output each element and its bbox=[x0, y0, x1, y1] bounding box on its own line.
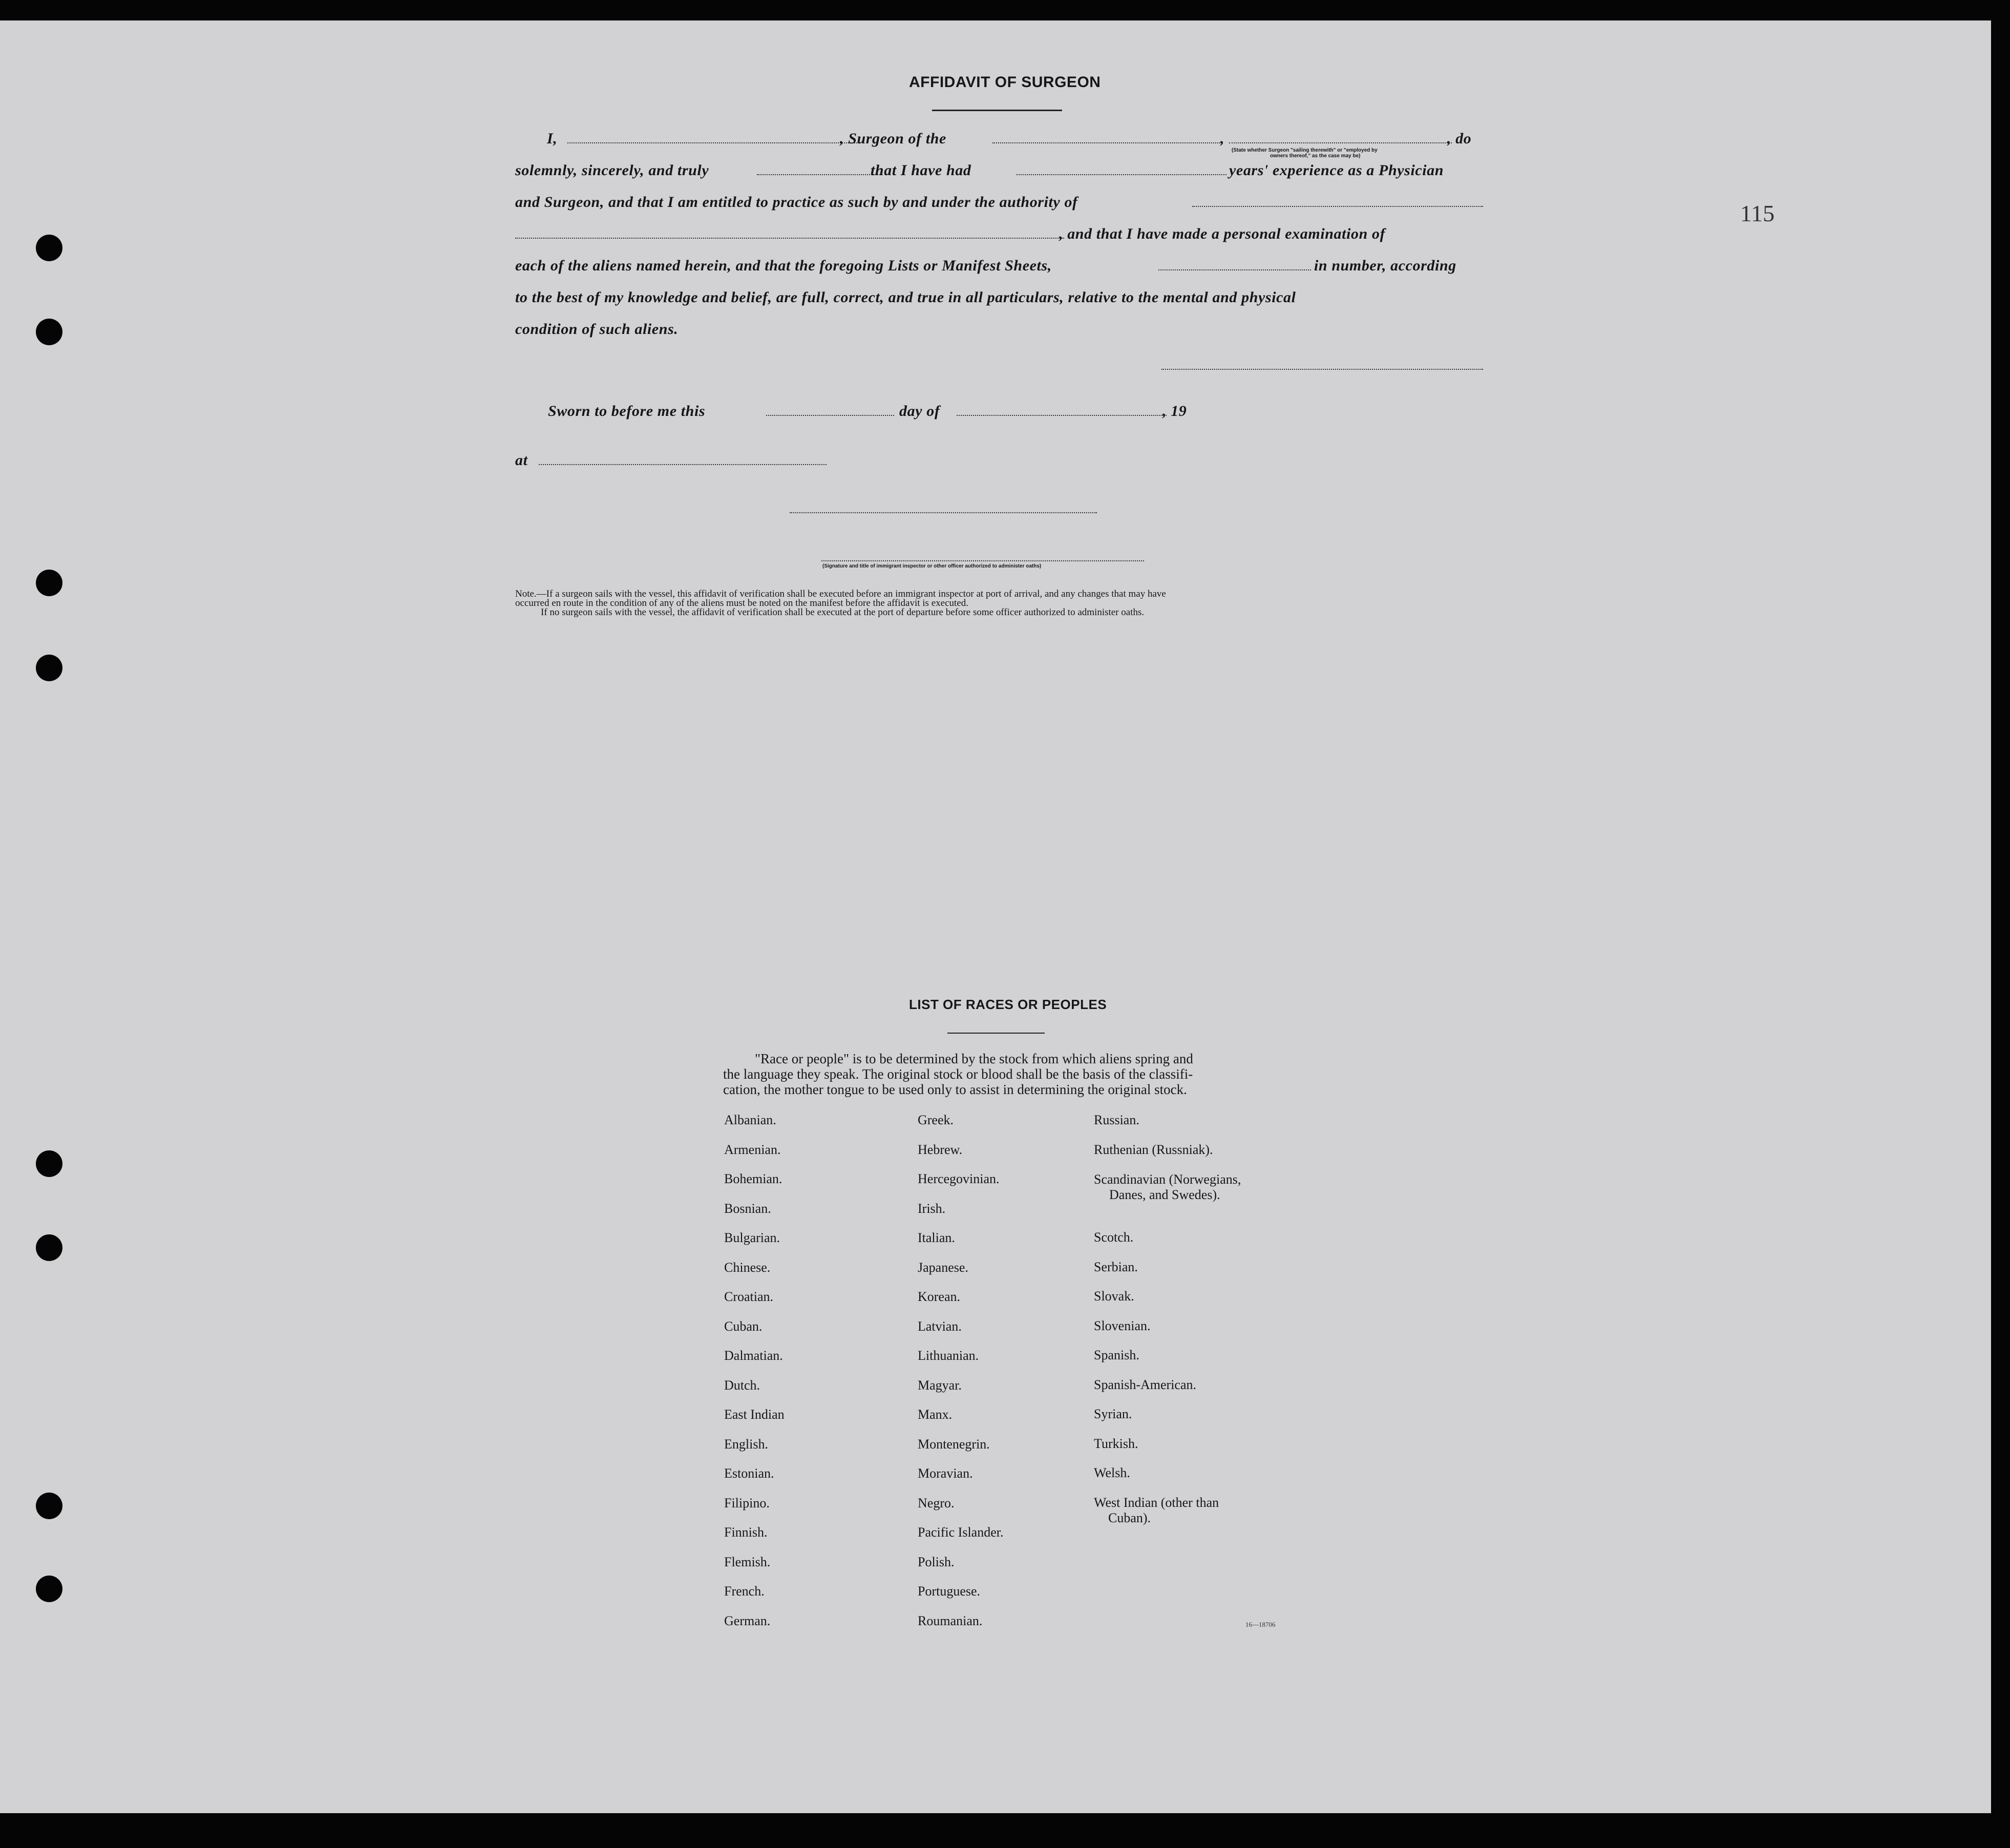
race-item: Croatian. bbox=[724, 1289, 774, 1304]
punch-hole bbox=[36, 235, 62, 261]
affidavit-line2-start: solemnly, sincerely, and truly bbox=[515, 162, 709, 179]
blank-sheet-count bbox=[1158, 269, 1311, 270]
race-item: Danes, and Swedes). bbox=[1109, 1187, 1220, 1202]
punch-hole bbox=[36, 1576, 62, 1602]
race-item: Portuguese. bbox=[918, 1584, 981, 1599]
race-item: Bohemian. bbox=[724, 1171, 782, 1186]
affidavit-line5-end: in number, according bbox=[1314, 257, 1456, 274]
title-underline bbox=[932, 110, 1062, 111]
race-item: Spanish-American. bbox=[1094, 1377, 1197, 1392]
punch-hole bbox=[36, 1150, 62, 1177]
race-item: Slovenian. bbox=[1094, 1318, 1151, 1333]
race-item: Turkish. bbox=[1094, 1436, 1138, 1451]
race-item: Montenegrin. bbox=[918, 1437, 990, 1452]
race-item: Cuban). bbox=[1108, 1510, 1151, 1525]
note-line-2: occurred en route in the condition of any of the aliens must be noted on the manifest before the affidavit is executed. bbox=[515, 598, 968, 608]
race-item: Bosnian. bbox=[724, 1201, 771, 1216]
page-number: 115 bbox=[1740, 200, 1775, 226]
note-line-1: Note.—If a surgeon sails with the vessel, this affidavit of verification shall be executed before an immigrant inspector at port of arrival, and any changes that may have bbox=[515, 589, 1166, 599]
officer-title-line bbox=[821, 560, 1144, 561]
punch-hole bbox=[36, 1234, 62, 1261]
punch-hole bbox=[36, 655, 62, 681]
race-item: Pacific Islander. bbox=[918, 1525, 1004, 1540]
affidavit-line5-start: each of the aliens named herein, and that the foregoing Lists or Manifest Sheets, bbox=[515, 257, 1052, 274]
affidavit-line6: to the best of my knowledge and belief, are full, correct, and true in all particulars, relative to the mental and physical bbox=[515, 289, 1296, 306]
affidavit-line2-mid: that I have had bbox=[871, 162, 971, 179]
blank-surgeon-name bbox=[567, 142, 859, 143]
race-item: Italian. bbox=[918, 1230, 955, 1245]
race-item: Polish. bbox=[918, 1555, 955, 1569]
race-item: Manx. bbox=[918, 1407, 953, 1422]
punch-hole bbox=[36, 570, 62, 596]
race-item: Estonian. bbox=[724, 1466, 774, 1481]
race-item: Syrian. bbox=[1094, 1406, 1132, 1421]
race-item: Cuban. bbox=[724, 1319, 763, 1334]
race-item: Ruthenian (Russniak). bbox=[1094, 1142, 1213, 1157]
surgeon-status-note-1: (State whether Surgeon "sailing therewith" or "employed by bbox=[1232, 148, 1378, 153]
affidavit-line1-comma: , bbox=[1220, 130, 1225, 147]
race-item: Spanish. bbox=[1094, 1348, 1139, 1362]
blank-sworn-place bbox=[539, 464, 827, 465]
affidavit-line1-start: I, bbox=[547, 130, 558, 147]
race-item: Irish. bbox=[918, 1201, 946, 1216]
race-item: Armenian. bbox=[724, 1142, 781, 1157]
race-item: Hercegovinian. bbox=[918, 1171, 1000, 1186]
affidavit-line4: , and that I have made a personal examination of bbox=[1059, 225, 1386, 242]
race-item: Finnish. bbox=[724, 1525, 768, 1540]
punch-hole bbox=[36, 319, 62, 345]
races-title-underline bbox=[947, 1033, 1045, 1034]
race-item: Latvian. bbox=[918, 1319, 962, 1334]
affidavit-line1-mid: , Surgeon of the bbox=[840, 130, 946, 147]
race-item: Scotch. bbox=[1094, 1230, 1134, 1245]
race-item: Bulgarian. bbox=[724, 1230, 780, 1245]
race-item: Negro. bbox=[918, 1496, 955, 1510]
race-item: Serbian. bbox=[1094, 1259, 1138, 1274]
races-title: LIST OF RACES OR PEOPLES bbox=[909, 997, 1107, 1012]
race-item: Magyar. bbox=[918, 1378, 962, 1393]
affidavit-line7: condition of such aliens. bbox=[515, 321, 679, 338]
race-item: West Indian (other than bbox=[1094, 1495, 1219, 1510]
race-item: Welsh. bbox=[1094, 1465, 1130, 1480]
race-item: Flemish. bbox=[724, 1555, 771, 1569]
race-item: Korean. bbox=[918, 1289, 961, 1304]
race-item: Dutch. bbox=[724, 1378, 760, 1393]
race-item: German. bbox=[724, 1613, 771, 1628]
affidavit-title: AFFIDAVIT OF SURGEON bbox=[909, 74, 1101, 91]
affidavit-line3: and Surgeon, and that I am entitled to practice as such by and under the authority of bbox=[515, 194, 1078, 211]
sworn-start: Sworn to before me this bbox=[548, 403, 706, 419]
race-item: Chinese. bbox=[724, 1260, 771, 1275]
race-item: Dalmatian. bbox=[724, 1348, 783, 1363]
affidavit-line1-end: , do bbox=[1447, 130, 1472, 147]
race-item: East Indian bbox=[724, 1407, 785, 1422]
blank-sworn-month bbox=[957, 415, 1167, 416]
blank-years bbox=[1017, 174, 1226, 175]
sworn-end: , 19 bbox=[1162, 403, 1187, 419]
race-item: Moravian. bbox=[918, 1466, 973, 1481]
race-item: French. bbox=[724, 1584, 765, 1599]
races-intro-1: "Race or people" is to be determined by the stock from which aliens spring and bbox=[755, 1051, 1193, 1066]
race-item: English. bbox=[724, 1437, 768, 1452]
race-item: Lithuanian. bbox=[918, 1348, 979, 1363]
affidavit-line2-end: years' experience as a Physician bbox=[1229, 162, 1444, 179]
blank-swear-affirm bbox=[757, 174, 882, 175]
blank-surgeon-status bbox=[1229, 142, 1452, 143]
races-intro-2: the language they speak. The original stock or blood shall be the basis of the classifi- bbox=[723, 1066, 1193, 1082]
race-item: Japanese. bbox=[918, 1260, 968, 1275]
race-item: Hebrew. bbox=[918, 1142, 963, 1157]
race-item: Slovak. bbox=[1094, 1289, 1134, 1304]
race-item: Greek. bbox=[918, 1112, 954, 1127]
note-line-3: If no surgeon sails with the vessel, the affidavit of verification shall be executed at the port of departure before some officer authorized to administer oaths. bbox=[541, 607, 1145, 618]
race-item: Albanian. bbox=[724, 1112, 776, 1127]
surgeon-signature-line bbox=[1161, 369, 1483, 370]
surgeon-status-note-2: owners thereof," as the case may be) bbox=[1270, 153, 1361, 159]
document-sheet bbox=[0, 20, 1991, 1813]
race-item: Filipino. bbox=[724, 1496, 770, 1510]
sworn-at-label: at bbox=[515, 452, 528, 469]
blank-sworn-day bbox=[766, 415, 894, 416]
form-code: 16—18706 bbox=[1245, 1621, 1276, 1628]
sworn-mid: day of bbox=[899, 403, 940, 419]
blank-authority-cont bbox=[515, 238, 1064, 239]
officer-signature-line bbox=[790, 512, 1097, 513]
races-intro-3: cation, the mother tongue to be used only to assist in determining the original stock. bbox=[723, 1082, 1187, 1097]
signature-caption: (Signature and title of immigrant inspector or other officer authorized to administer oaths) bbox=[822, 563, 1042, 569]
race-item: Roumanian. bbox=[918, 1613, 983, 1628]
race-item: Scandinavian (Norwegians, bbox=[1094, 1172, 1241, 1187]
punch-hole bbox=[36, 1493, 62, 1519]
blank-vessel bbox=[992, 142, 1220, 143]
race-item: Russian. bbox=[1094, 1112, 1139, 1127]
blank-authority bbox=[1192, 206, 1483, 207]
